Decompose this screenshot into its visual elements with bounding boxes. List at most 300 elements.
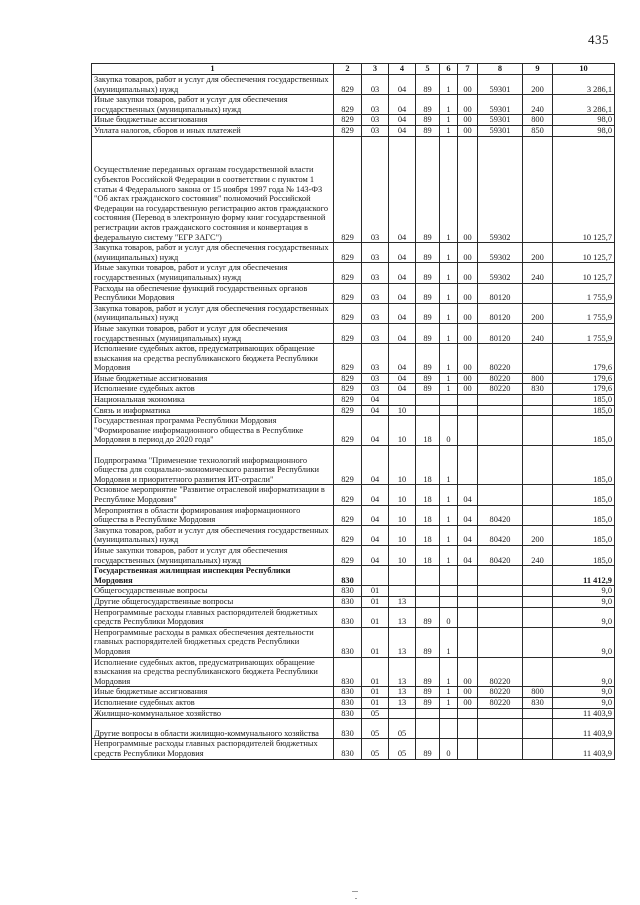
header-cell: 8 [478, 64, 523, 75]
section-code: 05 [362, 708, 389, 719]
type-code [523, 283, 553, 303]
subsection-code: 13 [389, 627, 416, 657]
amount: 185,0 [553, 525, 615, 545]
row-name: Иные бюджетные ассигнования [92, 373, 334, 384]
type-code [523, 405, 553, 416]
chapter-code: 830 [334, 697, 362, 708]
row-name: Исполнение судебных актов [92, 697, 334, 708]
type-code [523, 708, 553, 719]
section-code: 03 [362, 243, 389, 263]
row-name: Исполнение судебных актов, предусматривающих обращение взыскания на средства республиканского бюджета Республики Мордовия [92, 657, 334, 687]
event-code: 00 [458, 115, 478, 126]
program-code [416, 596, 440, 607]
program-code: 89 [416, 373, 440, 384]
subprogram-code: 1 [440, 344, 458, 374]
subprogram-code: 1 [440, 373, 458, 384]
chapter-code: 829 [334, 416, 362, 446]
subprogram-code [440, 566, 458, 586]
event-code [458, 405, 478, 416]
row-name: Мероприятия в области формирования информационного общества в Республике Мордовия [92, 505, 334, 525]
table-row [92, 627, 615, 657]
subsection-code: 04 [389, 75, 416, 95]
program-code [416, 405, 440, 416]
type-code: 800 [523, 687, 553, 698]
chapter-code: 830 [334, 627, 362, 657]
table-row [92, 405, 615, 416]
expense-code: 59301 [478, 115, 523, 126]
subprogram-code: 1 [440, 546, 458, 566]
row-name: Закупка товаров, работ и услуг для обеспечения государственных (муниципальных) нужд [92, 243, 334, 263]
event-code: 00 [458, 136, 478, 243]
amount: 1 755,9 [553, 323, 615, 343]
row-name: Исполнение судебных актов [92, 384, 334, 395]
amount: 9,0 [553, 586, 615, 597]
program-code: 89 [416, 115, 440, 126]
chapter-code: 830 [334, 687, 362, 698]
program-code: 89 [416, 384, 440, 395]
table-row [92, 416, 615, 446]
event-code: 00 [458, 263, 478, 283]
event-code [458, 395, 478, 406]
expense-code [478, 627, 523, 657]
type-code: 200 [523, 243, 553, 263]
event-code [458, 596, 478, 607]
subprogram-code: 1 [440, 136, 458, 243]
table-row [92, 75, 615, 95]
program-code: 89 [416, 283, 440, 303]
subsection-code: 13 [389, 596, 416, 607]
row-name: Расходы на обеспечение функций государственных органов Республики Мордовия [92, 283, 334, 303]
subprogram-code: 1 [440, 95, 458, 115]
type-code: 240 [523, 323, 553, 343]
program-code: 18 [416, 525, 440, 545]
event-code: 00 [458, 384, 478, 395]
chapter-code: 829 [334, 243, 362, 263]
table-row [92, 283, 615, 303]
row-name: Государственная программа Республики Мордовия "Формирование информационного общества в Республике Мордовия в период до 2020 года" [92, 416, 334, 446]
row-name: Общегосударственные вопросы [92, 586, 334, 597]
subprogram-code: 1 [440, 283, 458, 303]
type-code: 830 [523, 384, 553, 395]
chapter-code: 830 [334, 657, 362, 687]
row-name: Закупка товаров, работ и услуг для обеспечения государственных (муниципальных) нужд [92, 525, 334, 545]
subprogram-code: 0 [440, 739, 458, 759]
program-code: 89 [416, 687, 440, 698]
amount: 9,0 [553, 596, 615, 607]
subsection-code: 04 [389, 125, 416, 136]
expense-code: 80220 [478, 697, 523, 708]
amount: 1 755,9 [553, 303, 615, 323]
section-code: 03 [362, 303, 389, 323]
amount: 179,6 [553, 384, 615, 395]
subprogram-code: 0 [440, 416, 458, 446]
chapter-code: 830 [334, 586, 362, 597]
subprogram-code: 1 [440, 243, 458, 263]
subsection-code: 10 [389, 405, 416, 416]
subprogram-code: 0 [440, 607, 458, 627]
subprogram-code [440, 395, 458, 406]
chapter-code: 830 [334, 719, 362, 739]
expense-code: 80220 [478, 373, 523, 384]
row-name: Непрограммные расходы главных распорядителей бюджетных средств Республики Мордовия [92, 607, 334, 627]
amount: 10 125,7 [553, 263, 615, 283]
subsection-code: 13 [389, 697, 416, 708]
subsection-code: 13 [389, 657, 416, 687]
subsection-code: 04 [389, 323, 416, 343]
section-code: 04 [362, 416, 389, 446]
expense-code: 80420 [478, 546, 523, 566]
amount: 11 412,9 [553, 566, 615, 586]
section-code: 03 [362, 344, 389, 374]
section-code: 04 [362, 505, 389, 525]
program-code [416, 719, 440, 739]
chapter-code: 829 [334, 344, 362, 374]
subsection-code: 10 [389, 505, 416, 525]
expense-code: 80420 [478, 505, 523, 525]
subsection-code: 13 [389, 607, 416, 627]
chapter-code: 830 [334, 708, 362, 719]
program-code: 89 [416, 136, 440, 243]
program-code: 89 [416, 344, 440, 374]
subprogram-code: 1 [440, 303, 458, 323]
expense-code [478, 405, 523, 416]
row-name: Связь и информатика [92, 405, 334, 416]
subprogram-code: 1 [440, 485, 458, 505]
subprogram-code: 1 [440, 75, 458, 95]
table-row [92, 505, 615, 525]
subsection-code: 04 [389, 243, 416, 263]
subsection-code: 05 [389, 739, 416, 759]
type-code [523, 657, 553, 687]
chapter-code: 829 [334, 115, 362, 126]
program-code: 89 [416, 263, 440, 283]
subprogram-code [440, 596, 458, 607]
event-code [458, 739, 478, 759]
program-code: 89 [416, 697, 440, 708]
table-row [92, 95, 615, 115]
chapter-code: 829 [334, 373, 362, 384]
section-code: 03 [362, 115, 389, 126]
scan-mark [355, 898, 357, 899]
chapter-code: 829 [334, 446, 362, 485]
expense-code: 80220 [478, 687, 523, 698]
subprogram-code: 1 [440, 323, 458, 343]
amount: 9,0 [553, 607, 615, 627]
header-cell: 1 [92, 64, 334, 75]
event-code: 00 [458, 303, 478, 323]
type-code: 240 [523, 263, 553, 283]
type-code [523, 627, 553, 657]
program-code: 89 [416, 739, 440, 759]
amount: 179,6 [553, 373, 615, 384]
amount: 185,0 [553, 395, 615, 406]
subprogram-code [440, 719, 458, 739]
section-code: 03 [362, 283, 389, 303]
section-code: 05 [362, 739, 389, 759]
event-code: 00 [458, 687, 478, 698]
program-code [416, 708, 440, 719]
section-code [362, 566, 389, 586]
program-code: 89 [416, 95, 440, 115]
event-code [458, 586, 478, 597]
row-name: Государственная жилищная инспекция Республики Мордовия [92, 566, 334, 586]
amount: 9,0 [553, 687, 615, 698]
row-name: Национальная экономика [92, 395, 334, 406]
event-code [458, 416, 478, 446]
section-code: 03 [362, 95, 389, 115]
section-code: 01 [362, 697, 389, 708]
row-name: Основное мероприятие "Развитие отраслевой информатизации в Республике Мордовия" [92, 485, 334, 505]
table-row [92, 446, 615, 485]
subsection-code: 13 [389, 687, 416, 698]
amount: 10 125,7 [553, 136, 615, 243]
chapter-code: 829 [334, 395, 362, 406]
subprogram-code: 1 [440, 657, 458, 687]
program-code: 89 [416, 323, 440, 343]
table-row [92, 697, 615, 708]
chapter-code: 829 [334, 546, 362, 566]
row-name: Закупка товаров, работ и услуг для обеспечения государственных (муниципальных) нужд [92, 303, 334, 323]
type-code [523, 136, 553, 243]
section-code: 04 [362, 395, 389, 406]
type-code [523, 485, 553, 505]
event-code: 00 [458, 95, 478, 115]
subsection-code: 05 [389, 719, 416, 739]
amount: 11 403,9 [553, 719, 615, 739]
row-name: Иные закупки товаров, работ и услуг для обеспечения государственных (муниципальных) нужд [92, 263, 334, 283]
section-code: 03 [362, 323, 389, 343]
subsection-code: 04 [389, 115, 416, 126]
subprogram-code: 1 [440, 125, 458, 136]
expense-code: 80120 [478, 283, 523, 303]
type-code: 200 [523, 525, 553, 545]
subsection-code: 04 [389, 344, 416, 374]
header-cell: 5 [416, 64, 440, 75]
table-row [92, 586, 615, 597]
subsection-code: 10 [389, 485, 416, 505]
amount: 98,0 [553, 115, 615, 126]
chapter-code: 830 [334, 739, 362, 759]
expense-code: 80220 [478, 384, 523, 395]
header-cell: 2 [334, 64, 362, 75]
subprogram-code [440, 586, 458, 597]
amount: 179,6 [553, 344, 615, 374]
table-row [92, 525, 615, 545]
program-code: 18 [416, 446, 440, 485]
expense-code: 59301 [478, 75, 523, 95]
amount: 185,0 [553, 405, 615, 416]
subprogram-code: 1 [440, 627, 458, 657]
program-code: 89 [416, 607, 440, 627]
chapter-code: 829 [334, 75, 362, 95]
event-code: 00 [458, 283, 478, 303]
subprogram-code: 1 [440, 446, 458, 485]
table-row [92, 243, 615, 263]
table-row [92, 708, 615, 719]
row-name: Осуществление переданных органам государственной власти субъектов Российской Федерации в соответствии с пунктом 1 статьи 4 Федерального закона от 15 ноября 1997 года № 143-ФЗ "Об актах гражданского состояния" полномочий Российской Федерации на государственную регистрацию актов гражданского состояния (Перевод в электронную форму книг государственной регистрации актов гражданского состояния и конвертация в федеральную систему "ЕГР ЗАГС") [92, 136, 334, 243]
expense-code [478, 596, 523, 607]
subsection-code: 10 [389, 416, 416, 446]
event-code [458, 719, 478, 739]
subsection-code [389, 395, 416, 406]
table-row [92, 687, 615, 698]
program-code: 89 [416, 243, 440, 263]
row-name: Подпрограмма "Применение технологий информационного общества для социально-экономического развития Республики Мордовия и приоритетного развития ИТ-отрасли" [92, 446, 334, 485]
subprogram-code: 1 [440, 384, 458, 395]
header-cell: 10 [553, 64, 615, 75]
header-row [92, 64, 615, 75]
subsection-code: 04 [389, 283, 416, 303]
program-code: 18 [416, 546, 440, 566]
expense-code [478, 708, 523, 719]
budget-table [91, 63, 615, 760]
amount: 185,0 [553, 485, 615, 505]
section-code: 05 [362, 719, 389, 739]
amount: 1 755,9 [553, 283, 615, 303]
program-code: 18 [416, 416, 440, 446]
table-row [92, 323, 615, 343]
amount: 98,0 [553, 125, 615, 136]
row-name: Уплата налогов, сборов и иных платежей [92, 125, 334, 136]
expense-code: 59302 [478, 136, 523, 243]
subprogram-code [440, 405, 458, 416]
event-code [458, 607, 478, 627]
row-name: Иные бюджетные ассигнования [92, 115, 334, 126]
amount: 185,0 [553, 505, 615, 525]
section-code: 03 [362, 125, 389, 136]
type-code [523, 739, 553, 759]
amount: 11 403,9 [553, 708, 615, 719]
row-name: Иные бюджетные ассигнования [92, 687, 334, 698]
program-code: 89 [416, 657, 440, 687]
section-code: 04 [362, 525, 389, 545]
chapter-code: 829 [334, 405, 362, 416]
amount: 185,0 [553, 546, 615, 566]
subsection-code: 04 [389, 95, 416, 115]
event-code: 00 [458, 657, 478, 687]
chapter-code: 829 [334, 283, 362, 303]
chapter-code: 830 [334, 566, 362, 586]
program-code: 89 [416, 627, 440, 657]
type-code [523, 566, 553, 586]
expense-code [478, 607, 523, 627]
chapter-code: 829 [334, 384, 362, 395]
row-name: Другие общегосударственные вопросы [92, 596, 334, 607]
event-code: 00 [458, 125, 478, 136]
subprogram-code: 1 [440, 505, 458, 525]
table-row [92, 125, 615, 136]
type-code: 200 [523, 75, 553, 95]
chapter-code: 829 [334, 303, 362, 323]
type-code: 800 [523, 373, 553, 384]
expense-code: 80220 [478, 657, 523, 687]
subprogram-code [440, 708, 458, 719]
chapter-code: 830 [334, 607, 362, 627]
expense-code: 80220 [478, 344, 523, 374]
subsection-code: 04 [389, 384, 416, 395]
subprogram-code: 1 [440, 687, 458, 698]
program-code: 89 [416, 303, 440, 323]
chapter-code: 829 [334, 125, 362, 136]
program-code: 89 [416, 125, 440, 136]
table-row [92, 136, 615, 243]
subsection-code: 10 [389, 525, 416, 545]
expense-code [478, 446, 523, 485]
section-code: 04 [362, 446, 389, 485]
expense-code [478, 485, 523, 505]
type-code [523, 607, 553, 627]
type-code [523, 505, 553, 525]
subprogram-code: 1 [440, 697, 458, 708]
row-name: Непрограммные расходы главных распорядителей бюджетных средств Республики Мордовия [92, 739, 334, 759]
amount: 11 403,9 [553, 739, 615, 759]
event-code [458, 708, 478, 719]
type-code: 200 [523, 303, 553, 323]
scan-mark [352, 891, 358, 892]
type-code: 240 [523, 95, 553, 115]
section-code: 03 [362, 263, 389, 283]
table-row [92, 739, 615, 759]
expense-code [478, 566, 523, 586]
chapter-code: 829 [334, 485, 362, 505]
expense-code [478, 586, 523, 597]
header-cell: 3 [362, 64, 389, 75]
amount: 185,0 [553, 416, 615, 446]
table-row [92, 384, 615, 395]
subsection-code [389, 566, 416, 586]
amount: 185,0 [553, 446, 615, 485]
event-code: 04 [458, 505, 478, 525]
expense-code [478, 719, 523, 739]
table-row [92, 303, 615, 323]
program-code: 18 [416, 485, 440, 505]
section-code: 04 [362, 485, 389, 505]
type-code [523, 719, 553, 739]
program-code: 18 [416, 505, 440, 525]
chapter-code: 829 [334, 263, 362, 283]
row-name: Жилищно-коммунальное хозяйство [92, 708, 334, 719]
type-code: 800 [523, 115, 553, 126]
event-code: 04 [458, 525, 478, 545]
event-code [458, 566, 478, 586]
row-name: Непрограммные расходы в рамках обеспечения деятельности главных распорядителей бюджетных средств Республики Мордовия [92, 627, 334, 657]
event-code: 00 [458, 243, 478, 263]
subsection-code [389, 708, 416, 719]
amount: 3 286,1 [553, 95, 615, 115]
page-number: 435 [588, 32, 609, 47]
type-code: 850 [523, 125, 553, 136]
event-code: 04 [458, 546, 478, 566]
event-code: 00 [458, 344, 478, 374]
table-row [92, 566, 615, 586]
chapter-code: 830 [334, 596, 362, 607]
section-code: 04 [362, 405, 389, 416]
subprogram-code: 1 [440, 525, 458, 545]
amount: 9,0 [553, 627, 615, 657]
section-code: 03 [362, 384, 389, 395]
subprogram-code: 1 [440, 263, 458, 283]
row-name: Закупка товаров, работ и услуг для обеспечения государственных (муниципальных) нужд [92, 75, 334, 95]
amount: 10 125,7 [553, 243, 615, 263]
row-name: Иные закупки товаров, работ и услуг для обеспечения государственных (муниципальных) нужд [92, 323, 334, 343]
type-code [523, 596, 553, 607]
event-code: 00 [458, 323, 478, 343]
table-row [92, 657, 615, 687]
table-row [92, 719, 615, 739]
expense-code: 80120 [478, 303, 523, 323]
row-name: Исполнение судебных актов, предусматривающих обращение взыскания на средства республиканского бюджета Республики Мордовия [92, 344, 334, 374]
subsection-code: 04 [389, 303, 416, 323]
